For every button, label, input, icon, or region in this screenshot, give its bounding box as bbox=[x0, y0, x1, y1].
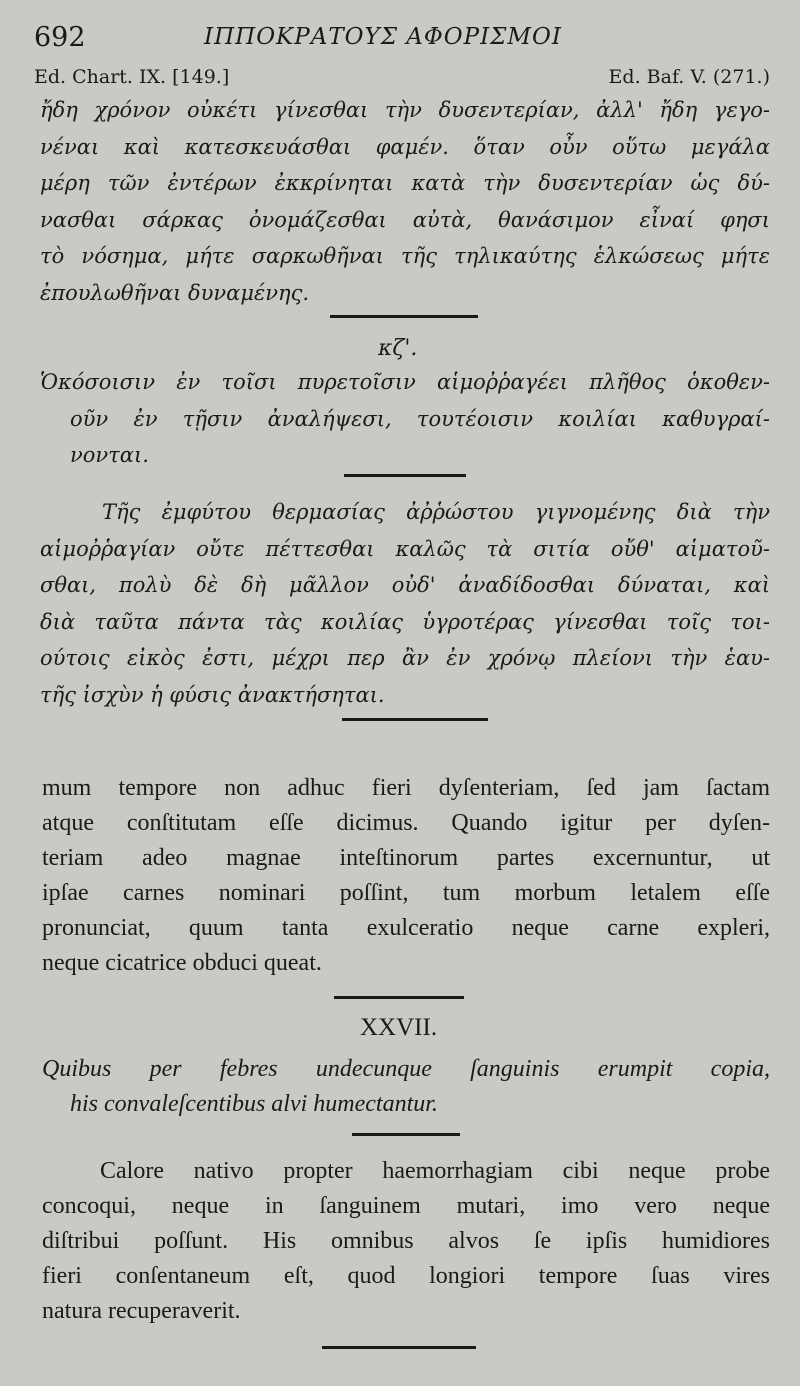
edition-right: Ed. Baf. V. (271.) bbox=[608, 66, 770, 88]
text-line: ipſae carnes nominari poſſint, tum morbum letalem eſſe bbox=[42, 880, 770, 906]
text-line: Ὁκόσοισιν ἐν τοῖσι πυρετοῖσιν αἱμοῤῥαγέει πλῆθος ὁκοθεν- bbox=[40, 370, 770, 394]
edition-references bbox=[34, 66, 770, 90]
page-header bbox=[34, 22, 770, 58]
text-line: ούτοις εἰκὸς ἐστι, μέχρι περ ἂν ἐν χρόνῳ πλείονι τὴν ἑαυ- bbox=[40, 646, 770, 670]
page-number: 692 bbox=[34, 22, 86, 53]
text-line: teriam adeo magnae inteſtinorum partes excernuntur, ut bbox=[42, 845, 770, 871]
text-line: Calore nativo propter haemorrhagiam cibi neque probe bbox=[100, 1158, 770, 1184]
greek-commentary bbox=[40, 494, 770, 713]
text-line: fieri conſentaneum eſt, quod longiori tempore ſuas vires bbox=[42, 1263, 770, 1289]
latin-aphorism-number: XXVII. bbox=[360, 1014, 438, 1041]
divider-rule bbox=[334, 996, 464, 999]
text-line: αἱμοῤῥαγίαν οὔτε πέττεσθαι καλῶς τὰ σιτία οὔθ' αἱματοῦ- bbox=[40, 536, 770, 561]
text-line: Quibus per febres undecunque ſanguinis erumpit copia, bbox=[42, 1056, 770, 1082]
text-line: μέρη τῶν ἐντέρων ἐκκρίνηται κατὰ τὴν δυσεντερίαν ὡς δύ- bbox=[40, 171, 770, 195]
text-line: νασθαι σάρκας ὀνομάζεσθαι αὐτὰ, θανάσιμον εἶναί φησι bbox=[40, 207, 770, 232]
divider-rule bbox=[344, 474, 466, 477]
latin-aphorism bbox=[42, 1052, 770, 1122]
text-line: concoqui, neque in ſanguinem mutari, imo vero neque bbox=[42, 1193, 770, 1219]
text-line: mum tempore non adhuc fieri dyſenteriam, ſed jam ſactam bbox=[42, 775, 770, 801]
edition-left: Ed. Chart. IX. [149.] bbox=[34, 66, 230, 88]
greek-aphorism bbox=[40, 364, 770, 474]
text-line: atque conſtitutam eſſe dicimus. Quando igitur per dyſen- bbox=[42, 810, 770, 836]
text-line: pronunciat, quum tanta exulceratio neque carne expleri, bbox=[42, 915, 770, 941]
divider-rule bbox=[342, 718, 488, 721]
divider-rule bbox=[330, 315, 478, 318]
greek-aphorism-number: κζ'. bbox=[378, 336, 418, 361]
text-line: diſtribui poſſunt. His omnibus alvos ſe ipſis humidiores bbox=[42, 1228, 770, 1254]
running-title: ΙΠΠΟΚΡΑΤΟΥΣ ΑΦΟΡΙΣΜΟΙ bbox=[204, 24, 562, 50]
text-line: neque cicatrice obduci queat. bbox=[42, 950, 322, 976]
greek-commentary-top bbox=[40, 92, 770, 311]
text-line: ἐπουλωθῆναι δυναμένης. bbox=[40, 280, 310, 305]
text-line: οῦν ἐν τῇσιν ἀναλήψεσι, τουτέοισιν κοιλίαι καθυγραί- bbox=[70, 406, 770, 431]
text-line: ἤδη χρόνον οὐκέτι γίνεσθαι τὴν δυσεντερίαν, ἀλλ' ἤδη γεγο- bbox=[40, 98, 770, 122]
text-line: νέναι καὶ κατεσκευάσθαι φαμέν. ὅταν οὖν οὕτω μεγάλα bbox=[40, 134, 770, 159]
text-line: τῆς ἰσχὺν ἡ φύσις ἀνακτήσηται. bbox=[40, 682, 385, 707]
text-line: Τῆς ἐμφύτου θερμασίας ἀῤῥώστου γιγνομένης διὰ τὴν bbox=[102, 500, 770, 524]
text-line: σθαι, πολὺ δὲ δὴ μᾶλλον οὐδ' ἀναδίδοσθαι δύναται, καὶ bbox=[40, 573, 770, 597]
text-line: natura recuperaverit. bbox=[42, 1298, 241, 1324]
text-line: διὰ ταῦτα πάντα τὰς κοιλίας ὑγροτέρας γίνεσθαι τοῖς τοι- bbox=[40, 609, 770, 634]
latin-commentary bbox=[42, 1154, 770, 1329]
divider-rule bbox=[322, 1346, 476, 1349]
text-line: νονται. bbox=[70, 443, 149, 467]
text-line: his convaleſcentibus alvi humectantur. bbox=[70, 1091, 438, 1117]
text-line: τὸ νόσημα, μήτε σαρκωθῆναι τῆς τηλικαύτης ἑλκώσεως μήτε bbox=[40, 244, 770, 268]
divider-rule bbox=[352, 1133, 460, 1136]
latin-commentary-top bbox=[42, 771, 770, 981]
